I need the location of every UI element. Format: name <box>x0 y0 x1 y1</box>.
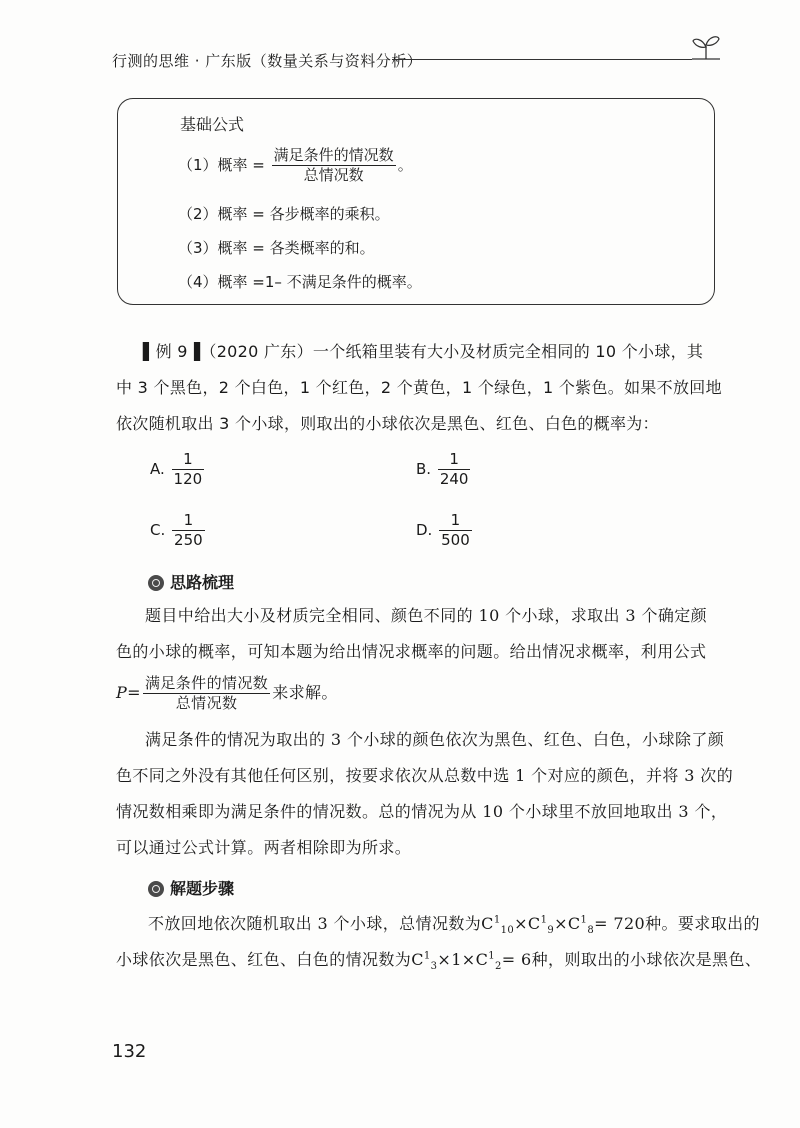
section-bullet-icon <box>148 575 164 591</box>
thinking-formula-fraction <box>143 674 270 713</box>
option-a[interactable] <box>150 450 206 489</box>
option-b-numerator: 1 <box>438 450 471 470</box>
steps-line2 <box>116 942 761 978</box>
option-b-fraction <box>438 450 471 489</box>
formula-1-prefix: （1）概率 = <box>178 156 265 174</box>
example-marker-left: ▌ <box>143 342 156 361</box>
example-question <box>143 334 723 370</box>
example-label: 例 9 <box>155 342 188 361</box>
steps-line1 <box>148 906 760 942</box>
section-thinking-heading <box>148 570 234 593</box>
section-bullet-icon <box>148 881 164 897</box>
example-marker-right: ▐ <box>187 342 201 361</box>
thinking-formula <box>116 674 338 713</box>
example-line-2: 中 3 个黑色，2 个白色，1 个红色，2 个黄色，1 个绿色，1 个紫色。如果不放回地 <box>116 378 722 397</box>
thinking-p2-line1: 满足条件的情况为取出的 3 个小球的颜色依次为黑色、红色、白色，小球除了颜 <box>145 730 725 749</box>
sprout-icon <box>690 30 722 60</box>
formula-1-fraction <box>272 146 396 185</box>
option-c-denominator: 250 <box>174 531 203 549</box>
option-d-denominator: 500 <box>441 531 470 549</box>
thinking-p1-line1: 题目中给出大小及材质完全相同、颜色不同的 10 个小球，求取出 3 个确定颜 <box>145 606 708 625</box>
option-a-letter: A. <box>150 460 165 478</box>
formula-4: （4）概率 =1– 不满足条件的概率。 <box>178 273 422 291</box>
header-rule <box>392 59 692 60</box>
option-c-letter: C. <box>150 521 166 539</box>
formula-3: （3）概率 = 各类概率的和。 <box>178 239 375 257</box>
steps-line2-text-b: = 6种，则取出的小球依次是黑色、 <box>501 950 762 969</box>
formula-1-suffix: 。 <box>397 156 413 174</box>
option-d-numerator: 1 <box>439 511 472 531</box>
option-d-letter: D. <box>416 521 433 539</box>
option-d-fraction <box>439 511 472 550</box>
example-line-3: 依次随机取出 3 个小球，则取出的小球依次是黑色、红色、白色的概率为： <box>116 414 659 433</box>
thinking-formula-denominator: 总情况数 <box>175 694 238 712</box>
option-c-numerator: 1 <box>172 511 205 531</box>
thinking-formula-suffix: 来求解。 <box>272 683 338 702</box>
formula-1-numerator: 满足条件的情况数 <box>273 146 394 164</box>
option-b-letter: B. <box>416 460 432 478</box>
thinking-p1-line2: 色的小球的概率，可知本题为给出情况求概率的问题。给出情况求概率，利用公式 <box>116 642 707 661</box>
option-a-denominator: 120 <box>173 470 203 488</box>
running-header: 行测的思维 · 广东版（数量关系与资料分析） <box>112 52 423 70</box>
option-c-fraction <box>172 511 205 550</box>
steps-line2-expression: $C^1_3\times 1\times C^1_2$ <box>411 950 502 973</box>
formula-1-denominator: 总情况数 <box>303 166 364 184</box>
steps-line2-text-a: 小球依次是黑色、红色、白色的情况数为 <box>116 950 412 969</box>
example-line-1 <box>143 334 723 370</box>
example-text-1: （2020 广东）一个纸箱里装有大小及材质完全相同的 10 个小球，其 <box>200 342 704 361</box>
formula-2: （2）概率 = 各步概率的乘积。 <box>178 205 390 223</box>
steps-line1-text-b: = 720种。要求取出的 <box>594 914 760 933</box>
steps-line1-text-a: 不放回地依次随机取出 3 个小球，总情况数为 <box>148 914 482 933</box>
option-c[interactable] <box>150 511 207 550</box>
formula-1 <box>178 146 413 185</box>
thinking-formula-numerator: 满足条件的情况数 <box>144 674 269 692</box>
option-b-denominator: 240 <box>439 470 469 488</box>
option-b[interactable] <box>416 450 472 489</box>
option-a-numerator: 1 <box>172 450 205 470</box>
section-thinking-title: 思路梳理 <box>170 573 235 592</box>
option-d[interactable] <box>416 511 474 550</box>
thinking-p2-line2: 色不同之外没有其他任何区别，按要求依次从总数中选 1 个对应的颜色，并将 3 次的 <box>116 766 734 785</box>
section-steps-title: 解题步骤 <box>170 879 235 898</box>
option-a-fraction <box>172 450 205 489</box>
page-number: 132 <box>112 1041 147 1062</box>
thinking-p2-line4: 可以通过公式计算。两者相除即为所求。 <box>116 838 412 857</box>
thinking-p2-line3: 情况数相乘即为满足条件的情况数。总的情况为从 10 个小球里不放回地取出 3 个， <box>116 802 728 821</box>
section-steps-heading <box>148 876 234 899</box>
formula-box-title: 基础公式 <box>180 115 245 134</box>
thinking-formula-prefix: P= <box>116 683 141 702</box>
steps-line1-expression: $C^1_{10}\times C^1_9\times C^1_8$ <box>481 914 595 937</box>
